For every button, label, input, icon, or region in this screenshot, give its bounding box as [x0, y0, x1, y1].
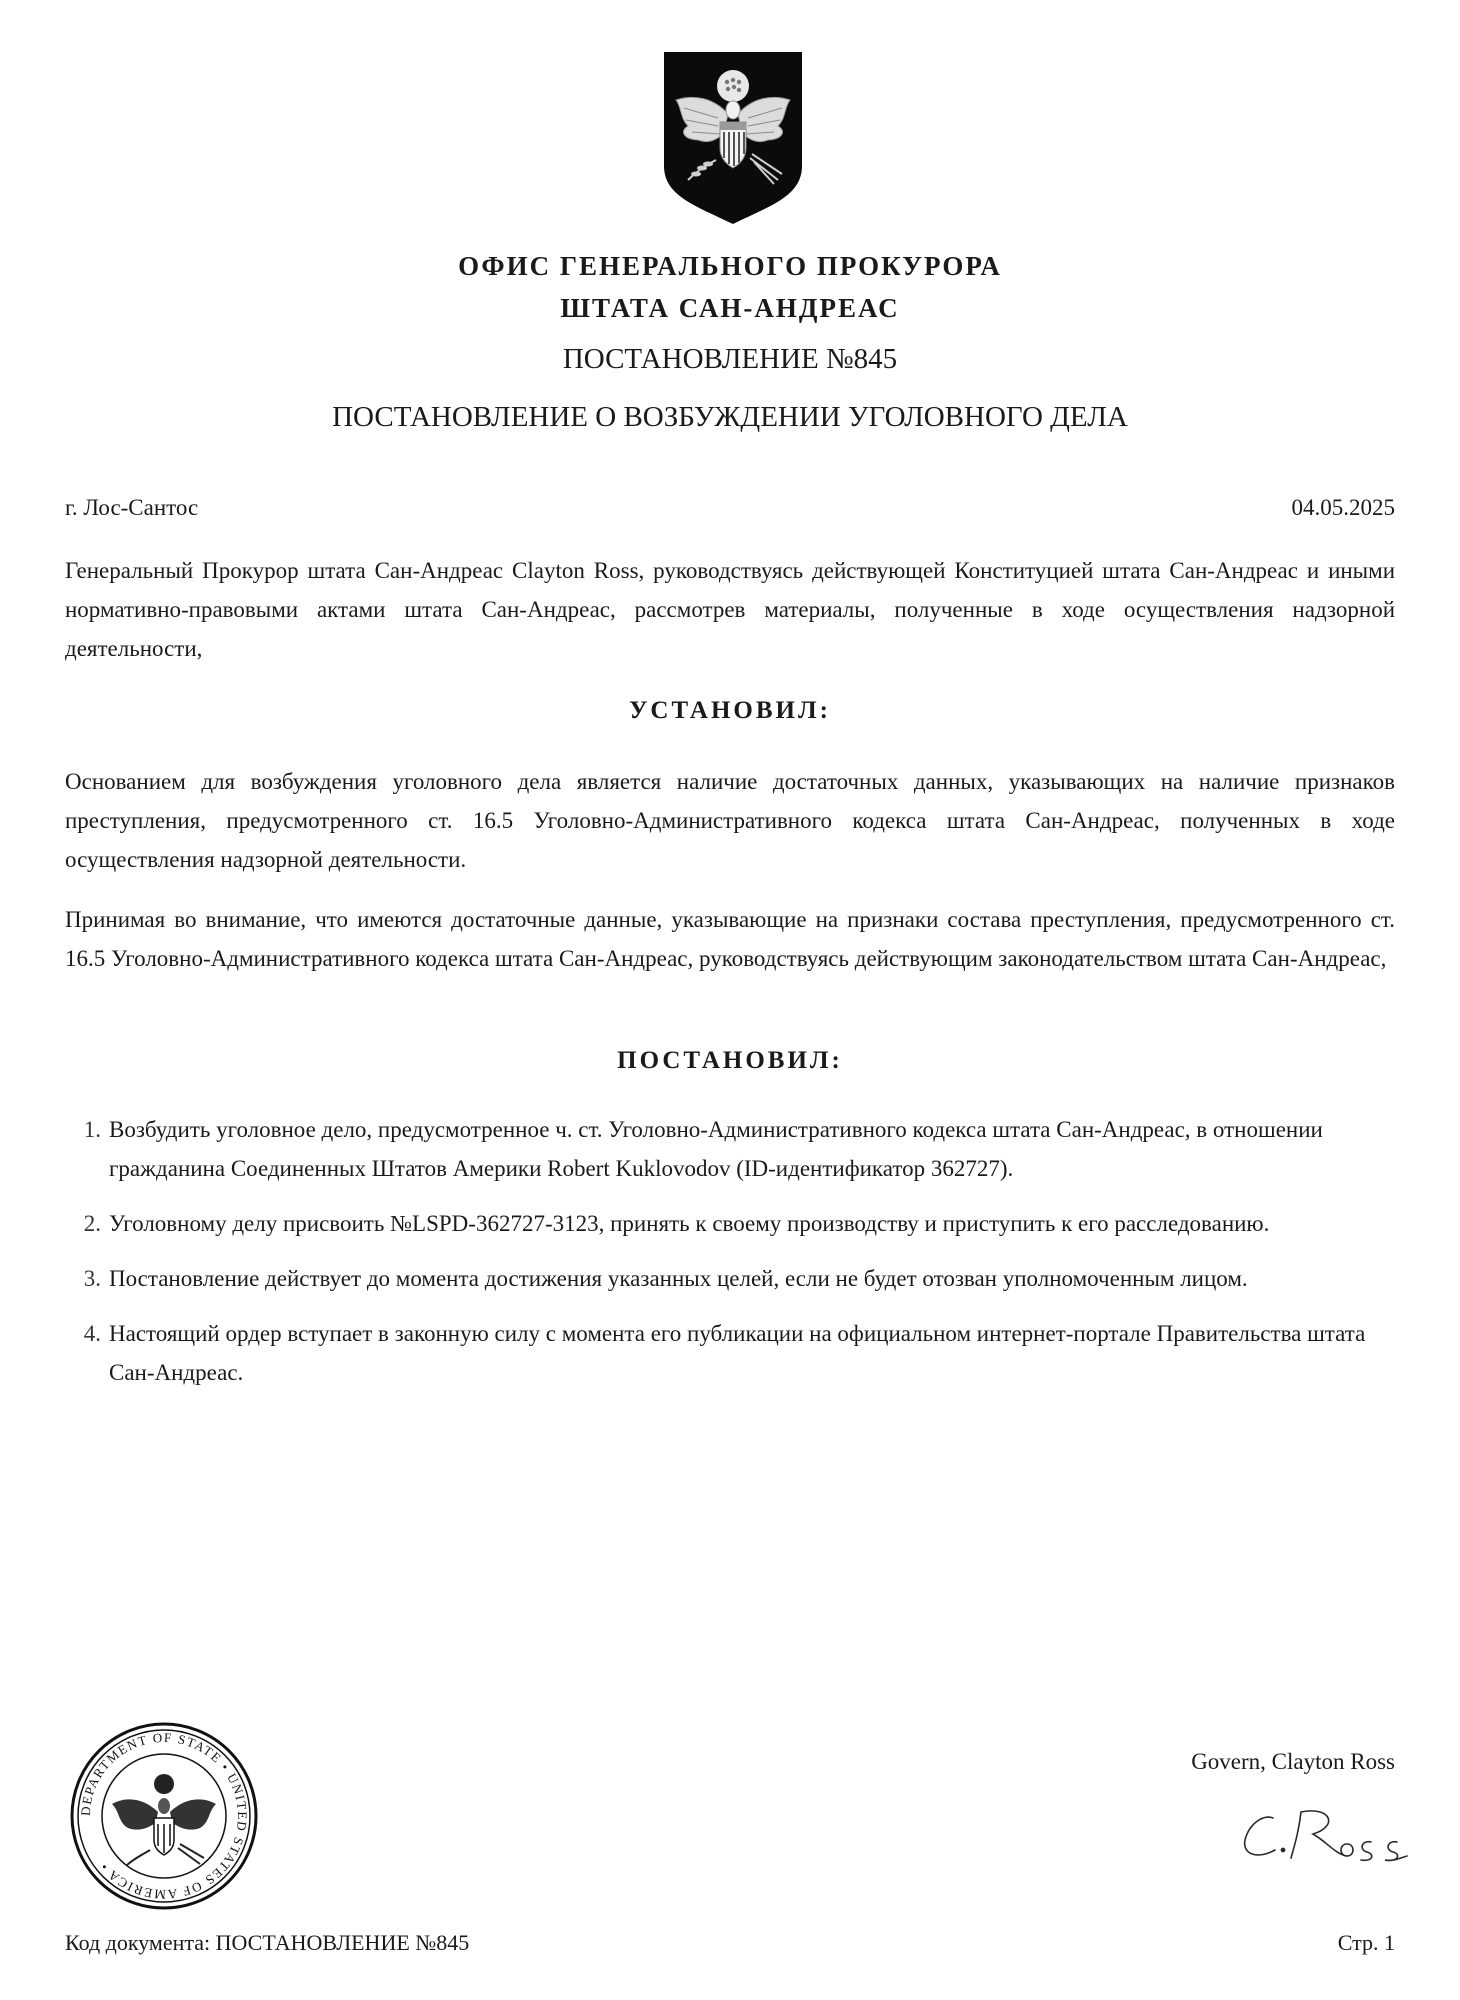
established-heading: УСТАНОВИЛ: [629, 697, 831, 724]
ruling-item-number: 2. [83, 1211, 101, 1236]
ruling-item [65, 1259, 1400, 1298]
signer-name: Govern, Clayton Ross [1191, 1749, 1395, 1774]
basis-paragraph: Основанием для возбуждения уголовного дела является наличие достаточных данных, указывающих на наличие признаков преступления, предусмотренного ст. 16.5 Уголовно-Административного кодекса штата Сан-Андреас, полученных в ходе осуществления надзорной деятельности. [65, 769, 1395, 872]
ruling-list [65, 1110, 1400, 1408]
office-title-line2: ШТАТА САН-АНДРЕАС [560, 293, 900, 323]
ruling-item-number: 3. [83, 1266, 101, 1291]
ruling-item-text: Уголовному делу присвоить №LSPD-362727-3123, принять к своему производству и приступить к его расследованию. [109, 1211, 1270, 1236]
ruling-item [65, 1204, 1400, 1243]
svg-text:DEPARTMENT OF STATE • UNITED S: DEPARTMENT OF STATE • UNITED STATES OF AMERICA • [77, 1729, 251, 1903]
ruling-item [65, 1110, 1400, 1188]
issue-city: г. Лос-Сантос [65, 495, 199, 520]
document-number: ПОСТАНОВЛЕНИЕ №845 [562, 343, 898, 375]
resolved-heading: ПОСТАНОВИЛ: [617, 1047, 843, 1074]
page-number: Стр. 1 [1337, 1930, 1395, 1955]
department-of-state-seal-icon [70, 1722, 258, 1910]
ruling-item-number: 4. [83, 1321, 101, 1346]
document-code: Код документа: ПОСТАНОВЛЕНИЕ №845 [65, 1930, 470, 1955]
issue-date: 04.05.2025 [1291, 495, 1395, 520]
handwritten-signature [1235, 1800, 1410, 1870]
eagle-shield-emblem-icon [658, 48, 808, 228]
ruling-item-text: Возбудить уголовное дело, предусмотренное ч. ст. Уголовно-Административного кодекса штата Сан-Андреас, в отношении гражданина Соединенных Штатов Америки Robert Kuklovodov (ID-идентификатор 362727). [109, 1117, 1323, 1181]
ruling-item-text: Настоящий ордер вступает в законную силу с момента его публикации на официальном интернет-портале Правительства штата Сан-Андреас. [109, 1321, 1366, 1385]
ruling-item-text: Постановление действует до момента достижения указанных целей, если не будет отозван уполномоченным лицом. [109, 1266, 1248, 1291]
ruling-item-number: 1. [83, 1117, 101, 1142]
consideration-paragraph: Принимая во внимание, что имеются достаточные данные, указывающие на признаки состава преступления, предусмотренного ст. 16.5 Уголовно-Административного кодекса штата Сан-Андреас, руководствуясь действующим законодательством штата Сан-Андреас, [65, 907, 1395, 971]
document-subject: ПОСТАНОВЛЕНИЕ О ВОЗБУЖДЕНИИ УГОЛОВНОГО ДЕЛА [332, 401, 1128, 433]
intro-paragraph: Генеральный Прокурор штата Сан-Андреас Clayton Ross, руководствуясь действующей Конституцией штата Сан-Андреас и иными нормативно-правовыми актами штата Сан-Андреас, рассмотрев материалы, полученные в ходе осуществления надзорной деятельности, [65, 558, 1395, 661]
ruling-item [65, 1314, 1400, 1392]
office-title-line1: ОФИС ГЕНЕРАЛЬНОГО ПРОКУРОРА [458, 251, 1002, 281]
